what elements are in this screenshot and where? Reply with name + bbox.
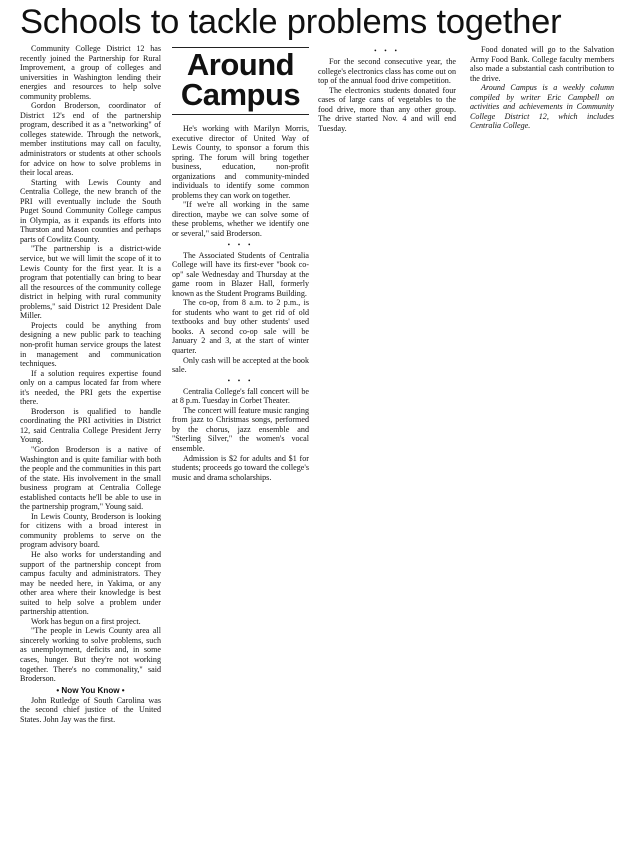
paragraph: Community College District 12 has recently joined the Partnership for Rural Improvement, a group of colleges and universities in Washington lending their energies and resources to help solve community problems.	[20, 44, 161, 101]
paragraph: He's working with Marilyn Morris, executive director of United Way of Lewis County, to sponsor a forum this spring. The forum will bring together business, education, non-profit organizations and community-minded individuals to identify some common problems they can work on together.	[172, 124, 309, 200]
paragraph: In Lewis County, Broderson is looking for citizens with a broad interest in community problems to serve on the program advisory board.	[20, 511, 161, 550]
column-credit: Around Campus is a weekly column compiled by writer Eric Campbell on activities and achievements in Community College District 12, which includes Centralia College.	[470, 83, 614, 131]
paragraph: "Gordon Broderson is a native of Washington and is quite familiar with both the people and the communities in this part of the state. His involvement in the small business program at Centralia College established contacts he'll be able to use in the partnership program," Young said.	[20, 444, 161, 512]
paragraph: Admission is $2 for adults and $1 for students; proceeds go toward the college's music and drama scholarships.	[172, 453, 309, 482]
now-you-know-text: John Rutledge of South Carolina was the second chief justice of the United States. John Jay was the first.	[20, 695, 161, 724]
now-you-know-title: • Now You Know •	[56, 685, 125, 695]
article-column-3	[318, 45, 456, 133]
paragraph: The electronics students donated four cases of large cans of vegetables to the food drive, more than any other group. The drive started Nov. 4 and will end Tuesday.	[318, 85, 456, 133]
headline: Schools to tackle problems together	[20, 3, 562, 41]
section-separator: • • •	[227, 240, 254, 249]
paragraph: If a solution requires expertise found only on a campus located far from where it's needed, the PRI gets the expertise there.	[20, 368, 161, 407]
section-separator: • • •	[227, 376, 254, 385]
paragraph: Food donated will go to the Salvation Army Food Bank. College faculty members also made a substantial cash contribution to the drive.	[470, 45, 614, 83]
paragraph: For the second consecutive year, the college's electronics class has come out on top of the annual food drive competition.	[318, 57, 456, 86]
paragraph: Work has begun on a first project.	[31, 616, 141, 626]
article-column-2	[172, 47, 309, 482]
masthead-line-1: Around	[186, 47, 295, 82]
paragraph: "If we're all working in the same direction, maybe we can solve some of these problems, whether we identify one or several," said Broderson.	[172, 200, 309, 239]
column-masthead	[172, 47, 309, 115]
paragraph: The concert will feature music ranging from jazz to Christmas songs, performed by the chorus, jazz ensemble and "Sterling Silver," the women's vocal ensemble.	[172, 405, 309, 453]
masthead-line-2: Campus	[180, 77, 301, 112]
paragraph: He also works for understanding and support of the partnership concept from campus faculty and administrators. They may be needed here, in Yakima, or any other area where their knowledge is best suited to help solve a problem under partnership attention.	[20, 549, 161, 617]
paragraph: Centralia College's fall concert will be at 8 p.m. Tuesday in Corbet Theater.	[172, 386, 309, 406]
paragraph: Projects could be anything from designing a new public park to teaching non-profit human service groups the latest in management and communication techniques.	[20, 320, 161, 369]
section-separator: • • •	[374, 47, 400, 55]
paragraph: "The partnership is a district-wide service, but we will limit the scope of it to Lewis County for the first year. It is a program that potentially can bring to bear all the resources of the community college district in helping with rural community problems," said District 12 President Dale Miller.	[20, 244, 161, 321]
paragraph: Starting with Lewis County and Centralia College, the new branch of the PRI will eventually include the South Puget Sound Community College campus in Olympia, as it expands its efforts into Thurston and Mason counties and perhaps parts of Cowlitz County.	[20, 177, 161, 244]
paragraph: The Associated Students of Centralia College will have its first-ever "book co-op" sale Wednesday and Thursday at the game room in Blazer Hall, formerly known as the Student Programs Building.	[172, 250, 309, 298]
paragraph: Gordon Broderson, coordinator of District 12's end of the partnership program, described it as a "networking" of colleges statewide. Through the network, member institutions may call on faculty, administrators or students at other schools for advice on how to solve problems in their local areas.	[20, 101, 161, 178]
paragraph: "The people in Lewis County area all sincerely working to solve problems, such as unemployment, deficits and, in some cases, hunger. But they're not working together. There's no commonality," said Broderson.	[20, 626, 161, 684]
paragraph: Only cash will be accepted at the book sale.	[172, 355, 309, 375]
article-column-1	[20, 44, 161, 724]
paragraph: The co-op, from 8 a.m. to 2 p.m., is for students who want to get rid of old textbooks and buy other students' used books. A second co-op sale will be January 2 and 3, at the start of winter quarter.	[172, 298, 309, 356]
article-column-4	[470, 45, 614, 131]
paragraph: Broderson is qualified to handle coordinating the PRI activities in District 12, said Centralia College President Jerry Young.	[20, 406, 161, 445]
